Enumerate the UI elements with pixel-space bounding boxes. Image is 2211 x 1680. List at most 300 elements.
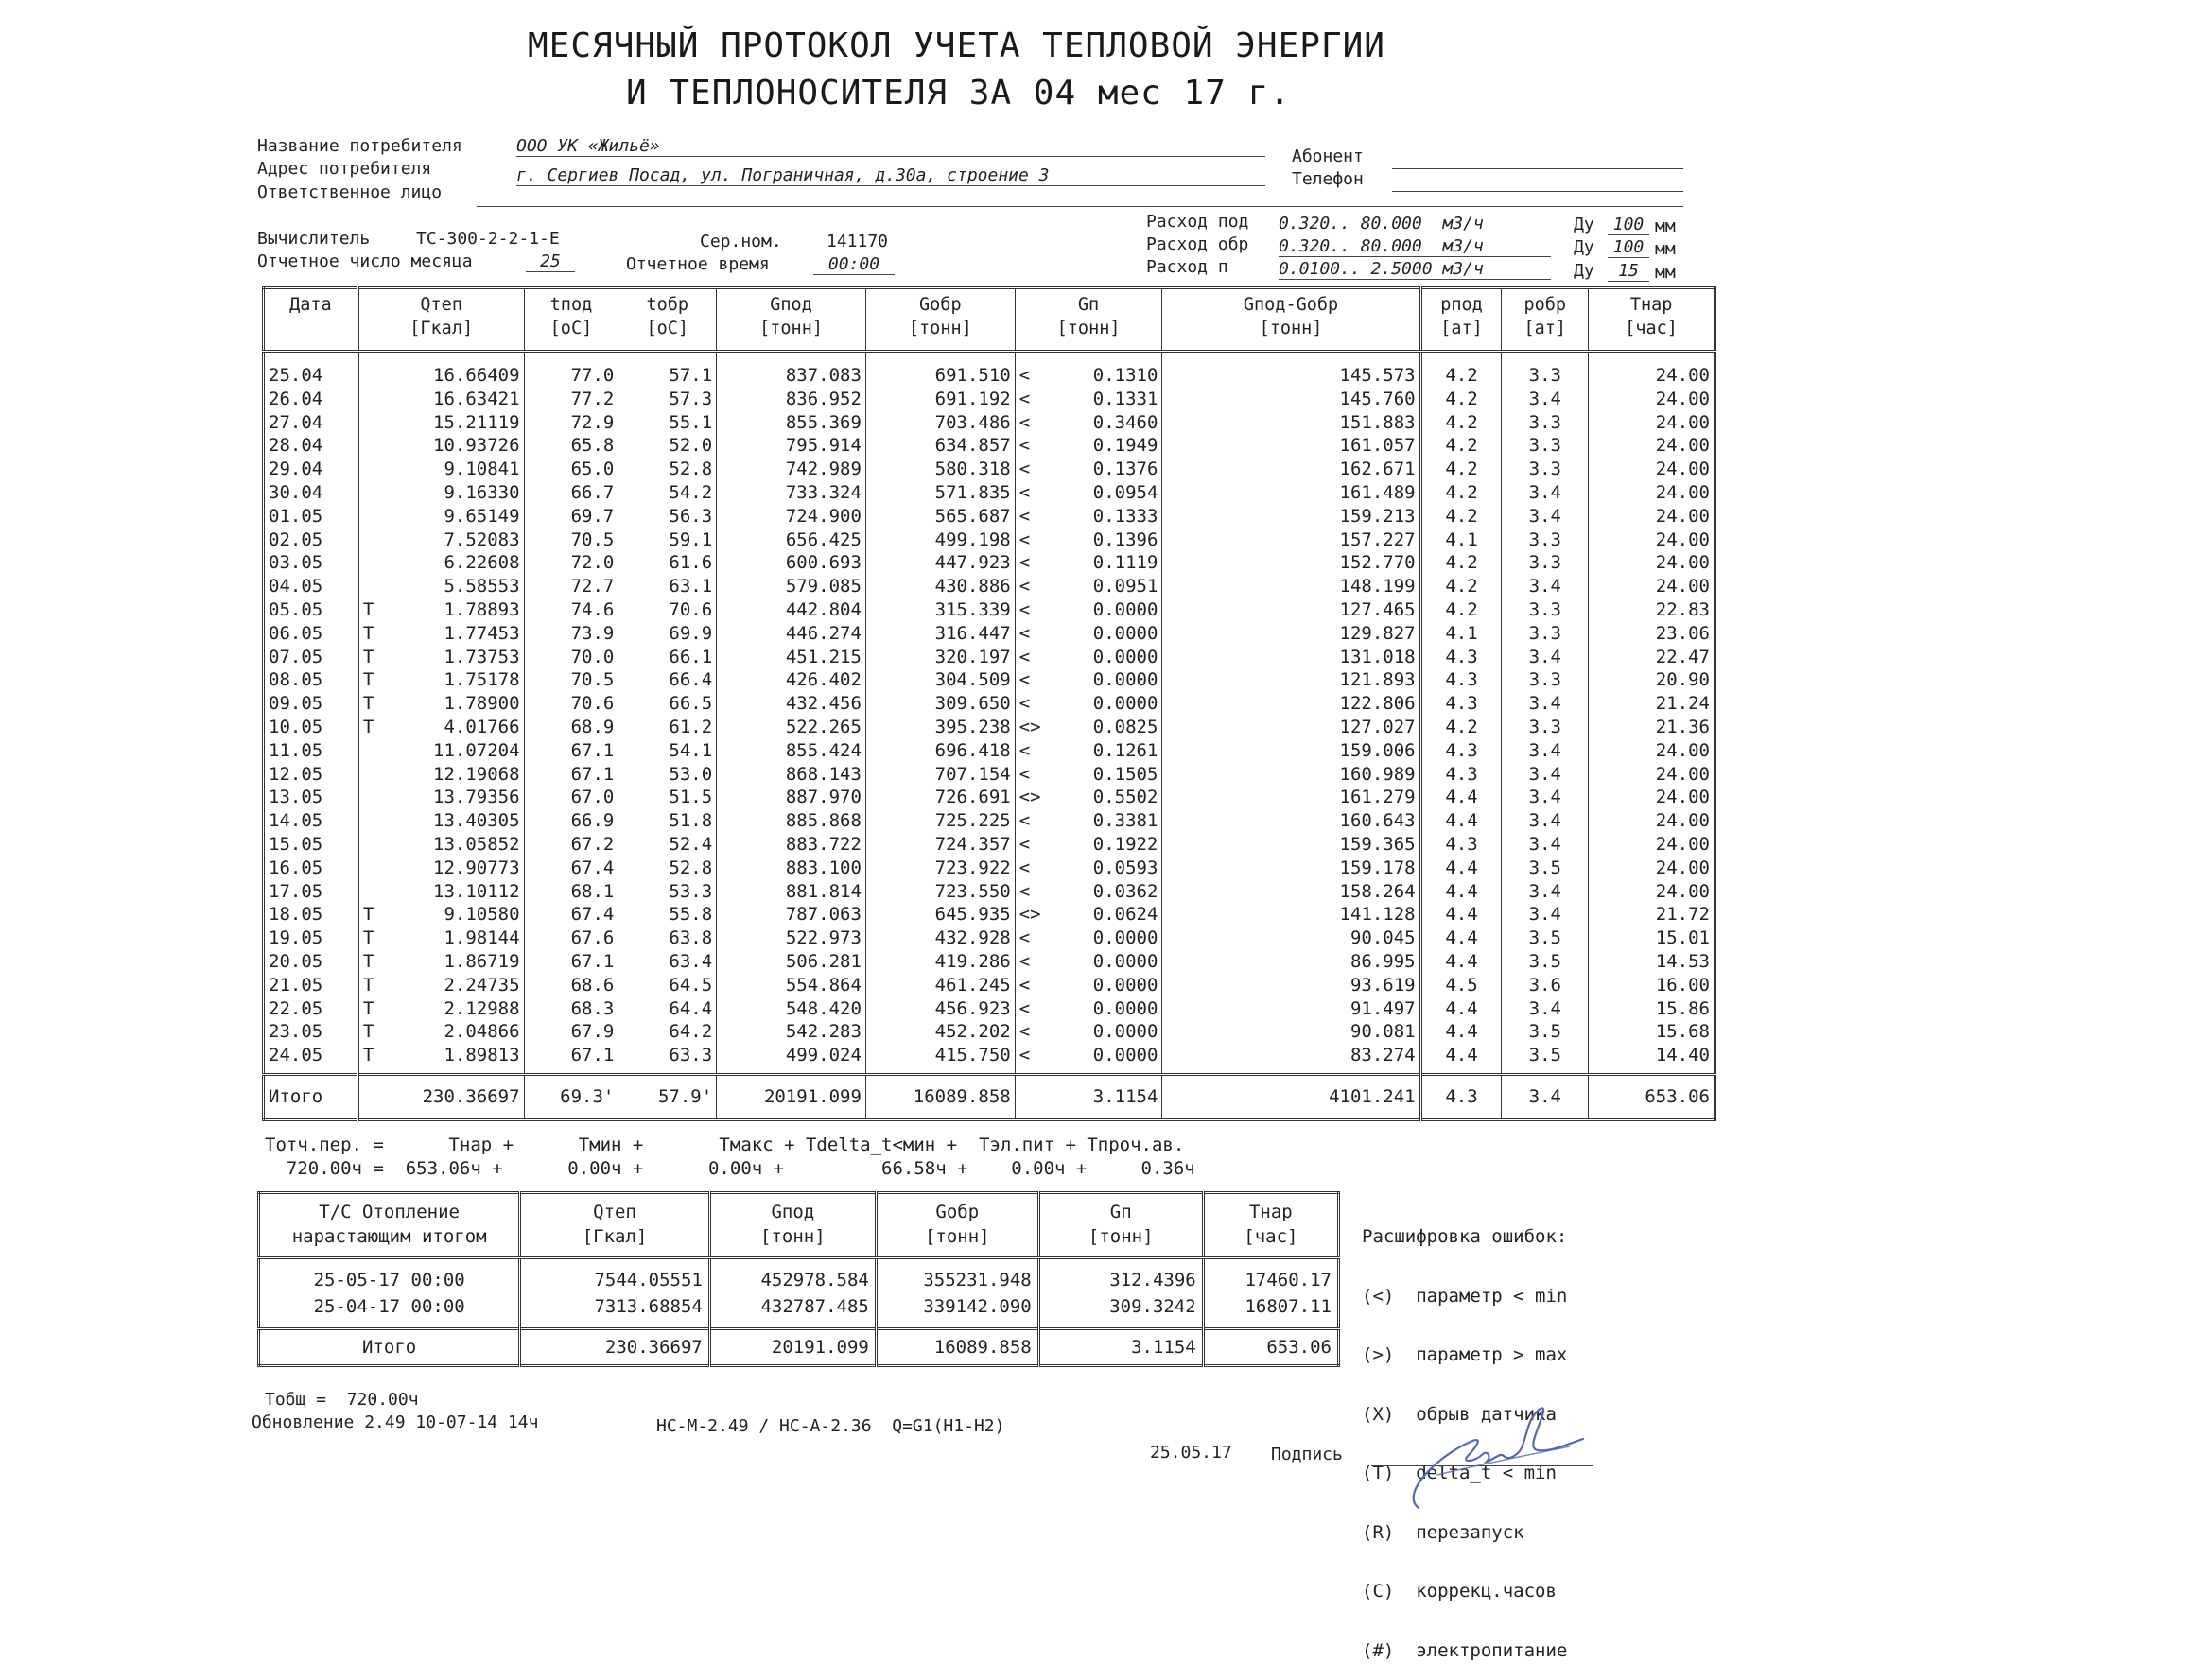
table-row bbox=[264, 950, 1715, 974]
table-row bbox=[264, 575, 1715, 598]
cell-ppod: 4.3 bbox=[1420, 646, 1502, 669]
cell-flag bbox=[357, 763, 380, 787]
cell-gdiff: 129.827 bbox=[1162, 622, 1420, 646]
cum-header-gp: Gп [тонн] bbox=[1038, 1193, 1203, 1258]
cell-qtep: 2.04866 bbox=[444, 1021, 520, 1043]
table-row bbox=[264, 646, 1715, 669]
flow-return-du-label: Ду bbox=[1574, 237, 1594, 257]
cell-gdiff: 122.806 bbox=[1162, 692, 1420, 716]
cell-pobr: 3.3 bbox=[1502, 411, 1589, 435]
cell-tpod: 67.6 bbox=[524, 927, 618, 950]
cell-tpod: 74.6 bbox=[524, 598, 618, 622]
legend-item: (R) перезапуск bbox=[1362, 1521, 1524, 1543]
flow-makeup-du-label: Ду bbox=[1574, 261, 1594, 281]
cell-gpod: 522.265 bbox=[717, 716, 866, 739]
cell-flag bbox=[357, 352, 380, 388]
cell-gobr: 316.447 bbox=[865, 622, 1015, 646]
cell-gdiff: 145.573 bbox=[1162, 352, 1420, 388]
cell-gpod: 554.864 bbox=[717, 974, 866, 997]
cell-tpod: 72.7 bbox=[524, 575, 618, 598]
cell-gp-flag: < bbox=[1015, 388, 1051, 411]
cell-tpod: 67.4 bbox=[524, 903, 618, 927]
cell-pobr: 3.4 bbox=[1502, 880, 1589, 904]
report-day-value: 25 bbox=[526, 251, 575, 272]
cell-date: 15.05 bbox=[269, 833, 323, 855]
legend-item: (<) параметр < min bbox=[1362, 1285, 1568, 1307]
cell-tpod: 65.0 bbox=[524, 458, 618, 481]
cell-qtep: 13.79356 bbox=[433, 787, 520, 808]
cell-gobr: 645.935 bbox=[865, 903, 1015, 927]
cell-gpod: 885.868 bbox=[717, 809, 866, 833]
cell-flag bbox=[357, 551, 380, 575]
cell-flag bbox=[357, 880, 380, 904]
report-time-label: Отчетное время bbox=[626, 254, 770, 274]
cell-pobr: 3.4 bbox=[1502, 763, 1589, 787]
cum-total-row bbox=[259, 1329, 1339, 1366]
cell-ppod: 4.4 bbox=[1420, 1020, 1502, 1044]
cell-tnar: 22.83 bbox=[1589, 598, 1715, 622]
cell-gp-flag: < bbox=[1015, 551, 1051, 575]
cell-flag bbox=[357, 505, 380, 528]
cell-pobr: 3.4 bbox=[1502, 646, 1589, 669]
cell-date: 18.05 bbox=[269, 904, 323, 926]
table-row bbox=[264, 763, 1715, 787]
cell-ppod: 4.4 bbox=[1420, 786, 1502, 809]
cell-tnar: 21.36 bbox=[1589, 716, 1715, 739]
time-summary-line2: 720.00ч = 653.06ч + 0.00ч + 0.00ч + 66.58ч + 0.00ч + 0.36ч bbox=[265, 1158, 1195, 1179]
cum-total-tnar: 653.06 bbox=[1203, 1329, 1338, 1366]
cell-gp-flag: < bbox=[1015, 352, 1051, 388]
cell-tobr: 61.6 bbox=[618, 551, 717, 575]
cell-gdiff: 90.081 bbox=[1162, 1020, 1420, 1044]
cell-pobr: 3.3 bbox=[1502, 352, 1589, 388]
cell-flag bbox=[357, 434, 380, 458]
table-row bbox=[264, 903, 1715, 927]
cell-gp-flag: < bbox=[1015, 950, 1051, 974]
cell-tobr: 53.0 bbox=[618, 763, 717, 787]
cell-date: 01.05 bbox=[269, 505, 323, 527]
table-row bbox=[264, 458, 1715, 481]
address-value: г. Сергиев Посад, ул. Пограничная, д.30а, строение 3 bbox=[516, 165, 1265, 186]
cell-gpod: 451.215 bbox=[717, 646, 866, 669]
cell-date: 08.05 bbox=[269, 669, 323, 691]
cell-gp-flag: < bbox=[1015, 927, 1051, 950]
cell-gp-flag: <> bbox=[1015, 903, 1051, 927]
cell-flag: T bbox=[357, 1044, 380, 1074]
cell-qtep: 4.01766 bbox=[444, 716, 520, 737]
cell-gp-flag: < bbox=[1015, 833, 1051, 857]
legend-item: (>) параметр > max bbox=[1362, 1344, 1568, 1365]
cell-date: 04.05 bbox=[269, 576, 323, 598]
cell-gdiff: 141.128 bbox=[1162, 903, 1420, 927]
cell-gpod: 836.952 bbox=[717, 388, 866, 411]
cell-gobr: 580.318 bbox=[865, 458, 1015, 481]
cell-tpod: 66.9 bbox=[524, 809, 618, 833]
cell-gdiff: 161.057 bbox=[1162, 434, 1420, 458]
cell-gpod: 579.085 bbox=[717, 575, 866, 598]
cell-tobr: 56.3 bbox=[618, 505, 717, 528]
cell-tobr: 52.4 bbox=[618, 833, 717, 857]
cell-tpod: 66.7 bbox=[524, 481, 618, 505]
table-row bbox=[264, 352, 1715, 388]
phone-line bbox=[1392, 191, 1683, 192]
legend-item: (X) обрыв датчика bbox=[1362, 1403, 1557, 1425]
cell-flag bbox=[357, 575, 380, 598]
cell-tobr: 51.5 bbox=[618, 786, 717, 809]
cell-gpod: 795.914 bbox=[717, 434, 866, 458]
cell-date: 13.05 bbox=[269, 787, 323, 808]
cell-gp: 0.0954 bbox=[1092, 481, 1158, 503]
cum-cell: 16807.11 bbox=[1203, 1293, 1338, 1329]
cum-total-gp: 3.1154 bbox=[1038, 1329, 1203, 1366]
cum-cell: 452978.584 bbox=[709, 1258, 876, 1294]
cum-cell: 17460.17 bbox=[1203, 1258, 1338, 1294]
flow-supply-unit: мм bbox=[1655, 216, 1676, 236]
cell-gobr: 432.928 bbox=[865, 927, 1015, 950]
header-tobr: tобр [оС] bbox=[618, 288, 717, 352]
cell-tnar: 23.06 bbox=[1589, 622, 1715, 646]
cell-gdiff: 127.027 bbox=[1162, 716, 1420, 739]
cell-qtep: 9.16330 bbox=[444, 481, 520, 503]
cell-tobr: 61.2 bbox=[618, 716, 717, 739]
cell-gpod: 887.970 bbox=[717, 786, 866, 809]
cell-gp-flag: < bbox=[1015, 974, 1051, 997]
cell-ppod: 4.3 bbox=[1420, 668, 1502, 692]
total-ppod: 4.3 bbox=[1420, 1074, 1502, 1119]
cell-gpod: 656.425 bbox=[717, 528, 866, 552]
cell-gdiff: 157.227 bbox=[1162, 528, 1420, 552]
table-row bbox=[264, 739, 1715, 763]
cell-gpod: 600.693 bbox=[717, 551, 866, 575]
cell-gdiff: 145.760 bbox=[1162, 388, 1420, 411]
flow-return-unit: мм bbox=[1655, 239, 1676, 259]
phone-label: Телефон bbox=[1292, 169, 1364, 189]
cell-tpod: 67.9 bbox=[524, 1020, 618, 1044]
cell-gp-flag: < bbox=[1015, 692, 1051, 716]
cell-gpod: 542.283 bbox=[717, 1020, 866, 1044]
cell-gobr: 726.691 bbox=[865, 786, 1015, 809]
cumulative-table bbox=[257, 1191, 1340, 1367]
cell-gobr: 447.923 bbox=[865, 551, 1015, 575]
cell-gp: 0.0624 bbox=[1092, 904, 1158, 926]
cell-gobr: 703.486 bbox=[865, 411, 1015, 435]
header-ppod: pпод [ат] bbox=[1420, 288, 1502, 352]
cell-tpod: 77.2 bbox=[524, 388, 618, 411]
cell-gp: 0.0000 bbox=[1092, 1021, 1158, 1043]
cell-gobr: 304.509 bbox=[865, 668, 1015, 692]
flow-supply-label: Расход под bbox=[1146, 212, 1249, 232]
cell-tobr: 63.1 bbox=[618, 575, 717, 598]
cell-gpod: 446.274 bbox=[717, 622, 866, 646]
cell-gobr: 309.650 bbox=[865, 692, 1015, 716]
serial-label: Сер.ном. bbox=[700, 232, 782, 251]
cum-cell: 309.3242 bbox=[1038, 1293, 1203, 1329]
cell-tobr: 63.4 bbox=[618, 950, 717, 974]
table-row bbox=[264, 692, 1715, 716]
responsible-line bbox=[477, 206, 1683, 207]
cell-tobr: 66.5 bbox=[618, 692, 717, 716]
cell-qtep: 16.66409 bbox=[433, 365, 520, 386]
cell-tpod: 70.6 bbox=[524, 692, 618, 716]
cell-qtep: 1.98144 bbox=[444, 927, 520, 949]
legend-title: Расшифровка ошибок: bbox=[1362, 1226, 1568, 1247]
cell-gpod: 499.024 bbox=[717, 1044, 866, 1074]
cell-pobr: 3.5 bbox=[1502, 1044, 1589, 1074]
cell-tpod: 68.3 bbox=[524, 997, 618, 1021]
cell-gp-flag: < bbox=[1015, 458, 1051, 481]
cell-gdiff: 159.178 bbox=[1162, 857, 1420, 880]
cum-header-gpod: Gпод [тонн] bbox=[709, 1193, 876, 1258]
cell-date: 30.04 bbox=[269, 481, 323, 503]
cell-gp: 0.3381 bbox=[1092, 810, 1158, 832]
cell-flag: T bbox=[357, 716, 380, 739]
cell-gp-flag: < bbox=[1015, 598, 1051, 622]
cell-tnar: 21.24 bbox=[1589, 692, 1715, 716]
cell-flag: T bbox=[357, 598, 380, 622]
cell-pobr: 3.5 bbox=[1502, 927, 1589, 950]
cell-date: 11.05 bbox=[269, 739, 323, 761]
cum-total-gpod: 20191.099 bbox=[709, 1329, 876, 1366]
cell-gp-flag: < bbox=[1015, 857, 1051, 880]
cell-qtep: 16.63421 bbox=[433, 388, 520, 409]
cell-ppod: 4.4 bbox=[1420, 927, 1502, 950]
cell-gobr: 565.687 bbox=[865, 505, 1015, 528]
cell-flag: T bbox=[357, 646, 380, 669]
consumer-value: ООО УК «Жильё» bbox=[516, 136, 1265, 157]
cell-gpod: 733.324 bbox=[717, 481, 866, 505]
table-row bbox=[264, 1020, 1715, 1044]
cell-gp-flag: < bbox=[1015, 528, 1051, 552]
cell-tpod: 72.9 bbox=[524, 411, 618, 435]
cell-gdiff: 90.045 bbox=[1162, 927, 1420, 950]
flow-return-label: Расход обр bbox=[1146, 234, 1249, 254]
cell-ppod: 4.3 bbox=[1420, 692, 1502, 716]
cell-tobr: 63.3 bbox=[618, 1044, 717, 1074]
cell-gp: 0.0000 bbox=[1092, 598, 1158, 620]
table-row bbox=[264, 1044, 1715, 1074]
cell-date: 28.04 bbox=[269, 435, 323, 457]
cell-gpod: 724.900 bbox=[717, 505, 866, 528]
cell-date: 17.05 bbox=[269, 880, 323, 902]
cell-qtep: 1.73753 bbox=[444, 646, 520, 667]
cell-tpod: 67.1 bbox=[524, 1044, 618, 1074]
cum-total-gobr: 16089.858 bbox=[876, 1329, 1038, 1366]
cell-gobr: 723.550 bbox=[865, 880, 1015, 904]
table-row bbox=[264, 809, 1715, 833]
cell-date: 21.05 bbox=[269, 974, 323, 996]
cell-ppod: 4.1 bbox=[1420, 622, 1502, 646]
cell-tnar: 16.00 bbox=[1589, 974, 1715, 997]
cell-date: 24.05 bbox=[269, 1045, 323, 1066]
cell-tpod: 65.8 bbox=[524, 434, 618, 458]
calc-label: Вычислитель bbox=[257, 229, 371, 249]
cell-ppod: 4.2 bbox=[1420, 388, 1502, 411]
cell-gp: 0.0593 bbox=[1092, 857, 1158, 878]
cell-qtep: 13.05852 bbox=[433, 833, 520, 855]
table-header-row bbox=[264, 288, 1715, 352]
cell-tpod: 68.9 bbox=[524, 716, 618, 739]
cell-tnar: 24.00 bbox=[1589, 809, 1715, 833]
total-qtep: 230.36697 bbox=[357, 1074, 524, 1119]
cell-ppod: 4.2 bbox=[1420, 352, 1502, 388]
cell-gdiff: 158.264 bbox=[1162, 880, 1420, 904]
cell-pobr: 3.4 bbox=[1502, 833, 1589, 857]
cell-gp: 0.0000 bbox=[1092, 622, 1158, 644]
address-label: Адрес потребителя bbox=[257, 159, 432, 179]
cell-tnar: 24.00 bbox=[1589, 434, 1715, 458]
cell-qtep: 9.10841 bbox=[444, 459, 520, 480]
cell-qtep: 9.10580 bbox=[444, 904, 520, 926]
table-row bbox=[264, 481, 1715, 505]
cell-date: 10.05 bbox=[269, 716, 323, 737]
cell-gobr: 456.923 bbox=[865, 997, 1015, 1021]
cell-gp: 0.1119 bbox=[1092, 552, 1158, 574]
table-row bbox=[264, 528, 1715, 552]
cell-gp-flag: < bbox=[1015, 481, 1051, 505]
cell-ppod: 4.2 bbox=[1420, 551, 1502, 575]
cell-qtep: 12.90773 bbox=[433, 857, 520, 878]
cell-gpod: 881.814 bbox=[717, 880, 866, 904]
cell-qtep: 1.89813 bbox=[444, 1045, 520, 1066]
cell-flag: T bbox=[357, 622, 380, 646]
cell-pobr: 3.4 bbox=[1502, 809, 1589, 833]
cell-tobr: 70.6 bbox=[618, 598, 717, 622]
cell-gp: 0.0000 bbox=[1092, 669, 1158, 691]
cell-ppod: 4.1 bbox=[1420, 528, 1502, 552]
cell-gp: 0.1505 bbox=[1092, 763, 1158, 785]
cell-gp: 0.1922 bbox=[1092, 833, 1158, 855]
cell-date: 09.05 bbox=[269, 693, 323, 715]
cell-qtep: 2.12988 bbox=[444, 997, 520, 1019]
cell-tpod: 67.1 bbox=[524, 950, 618, 974]
cell-qtep: 10.93726 bbox=[433, 435, 520, 457]
cell-tobr: 64.2 bbox=[618, 1020, 717, 1044]
cell-gobr: 691.192 bbox=[865, 388, 1015, 411]
cell-tpod: 67.1 bbox=[524, 763, 618, 787]
total-pobr: 3.4 bbox=[1502, 1074, 1589, 1119]
cell-qtep: 13.40305 bbox=[433, 810, 520, 832]
table-row bbox=[264, 388, 1715, 411]
cell-ppod: 4.2 bbox=[1420, 481, 1502, 505]
cell-pobr: 3.4 bbox=[1502, 997, 1589, 1021]
cell-pobr: 3.4 bbox=[1502, 505, 1589, 528]
time-summary-line1: Tотч.пер. = Tнар + Tмин + Tмакс + Tdelta_t<мин + Tэл.пит + Tпроч.ав. bbox=[265, 1134, 1185, 1155]
cell-ppod: 4.3 bbox=[1420, 833, 1502, 857]
cell-flag: T bbox=[357, 950, 380, 974]
cell-date: 06.05 bbox=[269, 622, 323, 644]
cell-tnar: 24.00 bbox=[1589, 833, 1715, 857]
cell-tobr: 66.1 bbox=[618, 646, 717, 669]
cell-pobr: 3.3 bbox=[1502, 716, 1589, 739]
cell-tobr: 51.8 bbox=[618, 809, 717, 833]
cell-ppod: 4.2 bbox=[1420, 411, 1502, 435]
cell-gp: 0.0000 bbox=[1092, 646, 1158, 667]
legend-item: (#) электропитание bbox=[1362, 1639, 1568, 1661]
cell-tobr: 53.3 bbox=[618, 880, 717, 904]
cell-ppod: 4.2 bbox=[1420, 716, 1502, 739]
cell-tpod: 67.4 bbox=[524, 857, 618, 880]
header-tpod: tпод [оС] bbox=[524, 288, 618, 352]
cell-tnar: 21.72 bbox=[1589, 903, 1715, 927]
report-day-label: Отчетное число месяца bbox=[257, 251, 473, 271]
flow-makeup-range: 0.0100.. 2.5000 м3/ч bbox=[1279, 259, 1551, 280]
cum-cell: 339142.090 bbox=[876, 1293, 1038, 1329]
cell-pobr: 3.3 bbox=[1502, 528, 1589, 552]
cell-gdiff: 86.995 bbox=[1162, 950, 1420, 974]
cum-cell: 432787.485 bbox=[709, 1293, 876, 1329]
cell-gobr: 315.339 bbox=[865, 598, 1015, 622]
flow-return-range: 0.320.. 80.000 м3/ч bbox=[1279, 236, 1551, 257]
header-pobr: pобр [ат] bbox=[1502, 288, 1589, 352]
cell-flag bbox=[357, 809, 380, 833]
legend-item: (T) delta_t < min bbox=[1362, 1463, 1557, 1483]
cum-header-gobr: Gобр [тонн] bbox=[876, 1193, 1038, 1258]
cell-gp-flag: <> bbox=[1015, 786, 1051, 809]
cell-gdiff: 161.279 bbox=[1162, 786, 1420, 809]
cell-pobr: 3.4 bbox=[1502, 786, 1589, 809]
cell-gobr: 430.886 bbox=[865, 575, 1015, 598]
cell-ppod: 4.2 bbox=[1420, 598, 1502, 622]
cell-gp-flag: < bbox=[1015, 668, 1051, 692]
header-qtep: Qтеп [Гкал] bbox=[357, 288, 524, 352]
cum-row bbox=[259, 1258, 1339, 1294]
cell-flag: T bbox=[357, 1020, 380, 1044]
cell-gp: 0.0000 bbox=[1092, 1045, 1158, 1066]
cell-flag bbox=[357, 833, 380, 857]
cell-tnar: 20.90 bbox=[1589, 668, 1715, 692]
cell-gdiff: 160.643 bbox=[1162, 809, 1420, 833]
cell-gp: 0.1261 bbox=[1092, 739, 1158, 761]
cell-gdiff: 151.883 bbox=[1162, 411, 1420, 435]
cum-total-label: Итого bbox=[259, 1329, 520, 1366]
cell-qtep: 15.21119 bbox=[433, 411, 520, 433]
total-gp: 3.1154 bbox=[1015, 1074, 1162, 1119]
cell-gp: 0.1376 bbox=[1092, 459, 1158, 480]
cell-gobr: 571.835 bbox=[865, 481, 1015, 505]
cell-flag: T bbox=[357, 927, 380, 950]
cell-gpod: 868.143 bbox=[717, 763, 866, 787]
cell-ppod: 4.4 bbox=[1420, 950, 1502, 974]
table-row bbox=[264, 668, 1715, 692]
signature-label: Подпись bbox=[1271, 1445, 1343, 1464]
cell-gp-flag: < bbox=[1015, 575, 1051, 598]
cell-gp: 0.3460 bbox=[1092, 411, 1158, 433]
table-total-row bbox=[264, 1074, 1715, 1119]
cell-flag: T bbox=[357, 997, 380, 1021]
cell-gp: 0.0000 bbox=[1092, 997, 1158, 1019]
cell-gp: 0.0000 bbox=[1092, 950, 1158, 972]
cell-tpod: 67.0 bbox=[524, 786, 618, 809]
total-time: Tобщ = 720.00ч bbox=[265, 1390, 419, 1410]
cell-tnar: 24.00 bbox=[1589, 575, 1715, 598]
cell-tobr: 64.5 bbox=[618, 974, 717, 997]
cell-ppod: 4.3 bbox=[1420, 739, 1502, 763]
table-row bbox=[264, 833, 1715, 857]
signature-image bbox=[1381, 1390, 1608, 1522]
subscriber-line bbox=[1392, 168, 1683, 169]
cell-gobr: 634.857 bbox=[865, 434, 1015, 458]
flow-makeup-unit: мм bbox=[1655, 263, 1676, 283]
cell-gp-flag: <> bbox=[1015, 716, 1051, 739]
cell-gpod: 742.989 bbox=[717, 458, 866, 481]
cell-gpod: 432.456 bbox=[717, 692, 866, 716]
cum-cell: 355231.948 bbox=[876, 1258, 1038, 1294]
cell-pobr: 3.4 bbox=[1502, 388, 1589, 411]
cell-ppod: 4.2 bbox=[1420, 575, 1502, 598]
cell-tobr: 64.4 bbox=[618, 997, 717, 1021]
cell-qtep: 1.86719 bbox=[444, 950, 520, 972]
cell-tnar: 24.00 bbox=[1589, 352, 1715, 388]
